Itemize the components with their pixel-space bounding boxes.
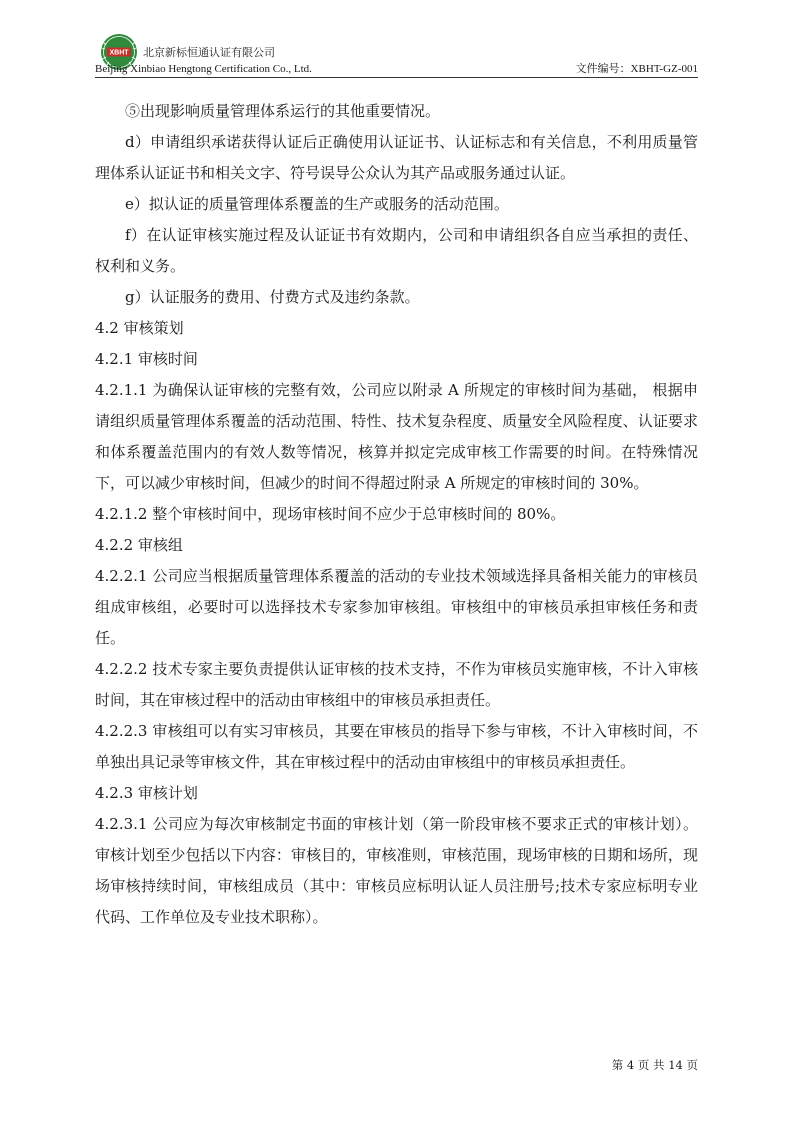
list-item: ⑤出现影响质量管理体系运行的其他重要情况。 — [125, 102, 441, 120]
company-name-en: Beijing Xinbiao Hengtong Certification Co., Ltd. — [95, 63, 312, 75]
list-item: f）在认证审核实施过程及认证证书有效期内，公司和申请组织各自应当承担的责任、权利和义务。 — [95, 226, 698, 275]
section-heading: 4.2 审核策划 — [95, 319, 184, 337]
clause-paragraph: 4.2.1.2 整个审核时间中，现场审核时间不应少于总审核时间的 80%。 — [95, 505, 566, 523]
document-number: 文件编号：XBHT-GZ-001 — [575, 63, 698, 75]
page-number: 第 4 页 共 14 页 — [611, 1058, 698, 1072]
list-item: d）申请组织承诺获得认证后正确使用认证证书、认证标志和有关信息，不利用质量管理体系认证证书和相关文字、符号误导公众认为其产品或服务通过认证。 — [95, 133, 698, 182]
document-body — [95, 96, 698, 933]
section-heading: 4.2.3 审核计划 — [95, 784, 198, 802]
clause-paragraph: 4.2.2.1 公司应当根据质量管理体系覆盖的活动的专业技术领域选择具备相关能力的审核员组成审核组，必要时可以选择技术专家参加审核组。审核组中的审核员承担审核任务和责任。 — [95, 567, 698, 647]
section-heading: 4.2.2 审核组 — [95, 536, 183, 554]
list-item: g）认证服务的费用、付费方式及违约条款。 — [125, 288, 420, 306]
clause-paragraph: 4.2.3.1 公司应为每次审核制定书面的审核计划（第一阶段审核不要求正式的审核计划）。审核计划至少包括以下内容：审核目的，审核准则，审核范围，现场审核的日期和场所，现场审核持续时间，审核组成员（其中：审核员应标明认证人员注册号;技术专家应标明专业代码、工作单位及专业技术职称）。 — [95, 815, 698, 926]
svg-text:XBHT: XBHT — [109, 49, 129, 57]
list-item: e）拟认证的质量管理体系覆盖的生产或服务的活动范围。 — [125, 195, 509, 213]
section-heading: 4.2.1 审核时间 — [95, 350, 198, 368]
clause-paragraph: 4.2.2.2 技术专家主要负责提供认证审核的技术支持，不作为审核员实施审核，不计入审核时间，其在审核过程中的活动由审核组中的审核员承担责任。 — [95, 660, 698, 709]
page-header — [95, 30, 698, 77]
clause-paragraph: 4.2.2.3 审核组可以有实习审核员，其要在审核员的指导下参与审核，不计入审核时间，不单独出具记录等审核文件，其在审核过程中的活动由审核组中的审核员承担责任。 — [95, 722, 698, 771]
clause-paragraph: 4.2.1.1 为确保认证审核的完整有效，公司应以附录 A 所规定的审核时间为基础， 根据申请组织质量管理体系覆盖的活动范围、特性、技术复杂程度、质量安全风险程度、认证要求和体系覆盖范围内的有效人数等情况，核算并拟定完成审核工作需要的时间。在特殊情况下，可以减少审核时间，但减少的时间不得超过附录 A 所规定的审核时间的 30%。 — [95, 381, 698, 492]
company-name-cn: 北京新标恒通认证有限公司 — [143, 46, 275, 59]
header-divider — [95, 77, 698, 78]
